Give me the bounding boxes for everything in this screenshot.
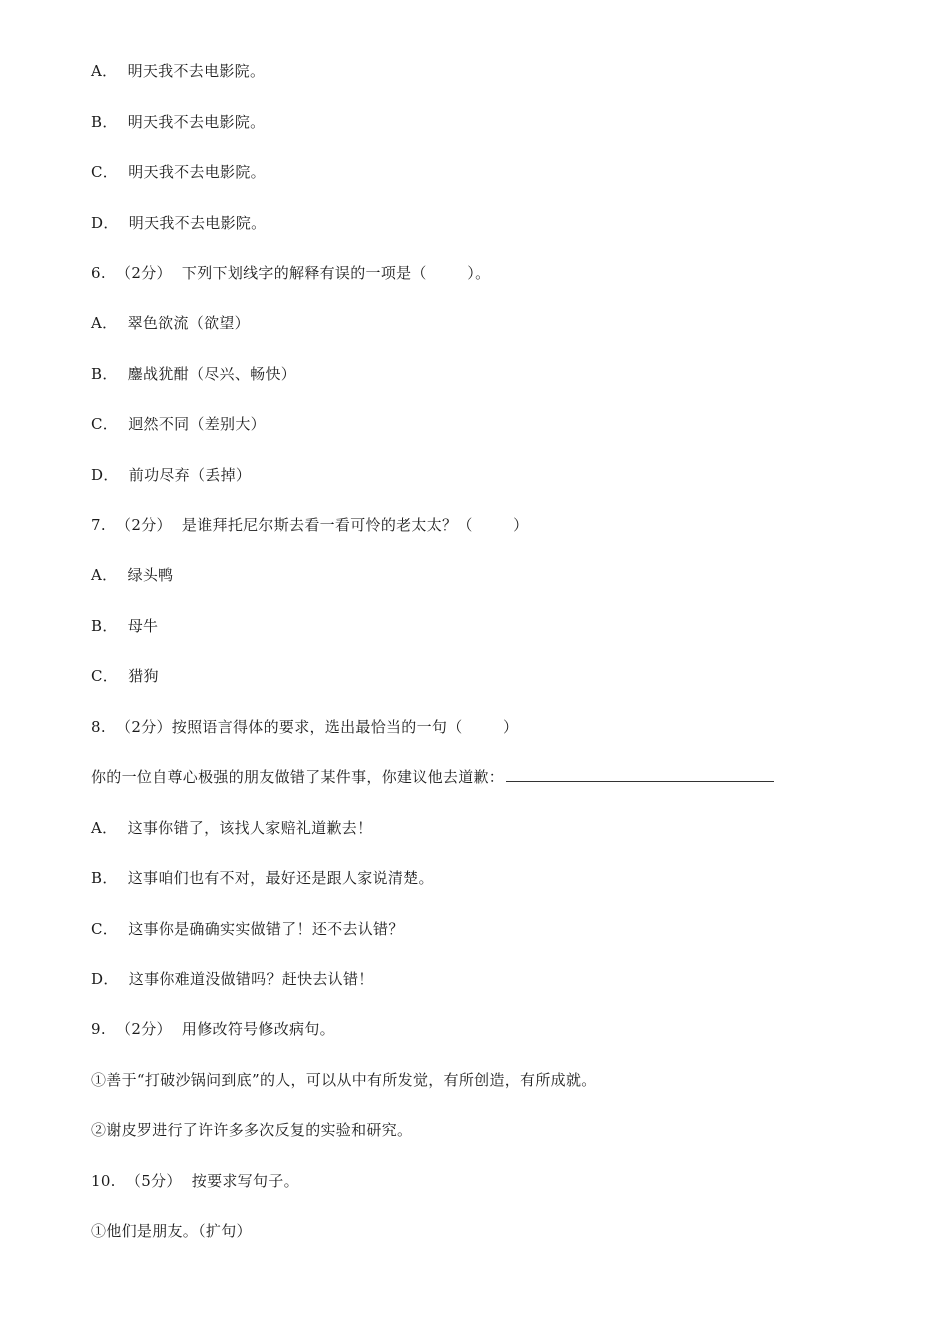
q8-stem: 8. （2分）按照语言得体的要求，选出最恰当的一句（ ）	[91, 718, 519, 736]
q5-option-d: D． 明天我不去电影院。	[91, 214, 267, 232]
q9-stem: 9. （2分） 用修改符号修改病句。	[91, 1020, 335, 1038]
q5-option-b: B． 明天我不去电影院。	[91, 113, 266, 131]
q9-item-2: ②谢皮罗进行了许许多多次反复的实验和研究。	[91, 1121, 413, 1139]
q7-option-c: C． 猎狗	[91, 667, 159, 685]
q7-option-a: A． 绿头鸭	[91, 566, 174, 584]
q10-item-1: ①他们是朋友。（扩句）	[91, 1222, 252, 1240]
q7-option-b: B． 母牛	[91, 617, 159, 635]
answer-blank[interactable]	[506, 767, 774, 782]
q8-option-a: A． 这事你错了，该找人家赔礼道歉去！	[91, 819, 373, 837]
q8-prompt	[91, 767, 774, 787]
q8-option-b: B． 这事咱们也有不对，最好还是跟人家说清楚。	[91, 869, 434, 887]
q6-stem: 6. （2分） 下列下划线字的解释有误的一项是（ ）。	[91, 264, 491, 282]
q5-option-a: A． 明天我不去电影院。	[91, 62, 266, 80]
q6-option-d: D． 前功尽弃（丢掉）	[91, 466, 252, 484]
q8-prompt-text: 你的一位自尊心极强的朋友做错了某件事，你建议他去道歉：	[91, 768, 505, 786]
q6-option-c: C． 迥然不同（差别大）	[91, 415, 266, 433]
q6-option-b: B． 鏖战犹酣（尽兴、畅快）	[91, 365, 297, 383]
q6-option-a: A． 翠色欲流（欲望）	[91, 314, 250, 332]
q8-option-c: C． 这事你是确确实实做错了！还不去认错？	[91, 920, 404, 938]
q10-stem: 10. （5分） 按要求写句子。	[91, 1172, 299, 1190]
q8-option-d: D． 这事你难道没做错吗？赶快去认错！	[91, 970, 374, 988]
q5-option-c: C． 明天我不去电影院。	[91, 163, 266, 181]
q9-item-1: ①善于“打破沙锅问到底”的人，可以从中有所发觉，有所创造，有所成就。	[91, 1071, 597, 1089]
q7-stem: 7. （2分） 是谁拜托尼尔斯去看一看可怜的老太太？（ ）	[91, 516, 529, 534]
